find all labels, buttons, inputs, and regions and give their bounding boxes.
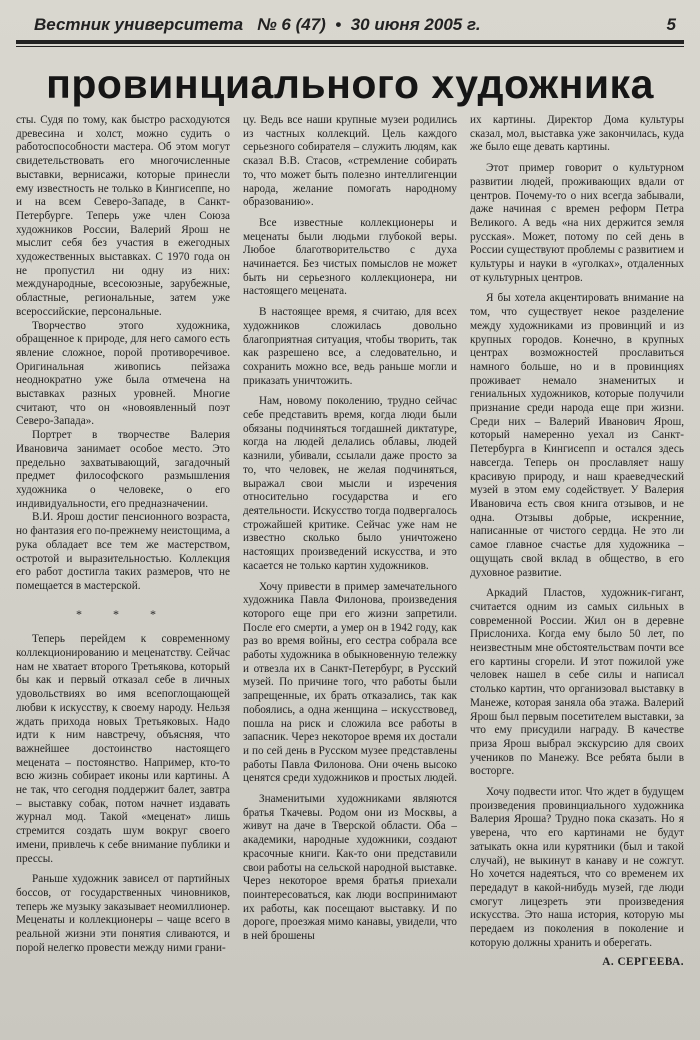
paragraph: Знаменитыми художниками являются братья Ткачевы. Родом они из Москвы, а живут на даче в Тверской области. Оба – академики, народные художники, создают красочные книги. Как-то они представили свои работы на сельской народной выставке. Через некоторое время братья приехали поинтересоваться, как люди воспринимают их работы, как посещают выставку. И по дороге, проезжая мимо канавы, увидели, что в ней брошены	[243, 793, 457, 943]
column-3	[470, 114, 684, 994]
author-signature: А. СЕРГЕЕВА.	[602, 956, 684, 969]
header-rule-thin	[16, 46, 684, 47]
header-bullet: •	[335, 15, 342, 34]
publication-name: Вестник университета	[34, 15, 244, 34]
issue-number: № 6 (47)	[257, 15, 326, 34]
article-body	[16, 114, 684, 994]
paragraph: Аркадий Пластов, художник-гигант, считается одним из самых сильных в современной России. Жил он в деревне Прислониха. Когда ему было 50 лет, по неизвестным мне обстоятельствам почти все его картины сгорели. И этот пожилой уже человек нашел в себе силы и написал столько картин, что организовал выставку в Манеже, которая заняла оба этажа. Валерий Ярош был первым посетителем выставки, за что ему присудили награду. В качестве приза Ярош выбрал экскурсию для своих учеников по Манежу. Все ребята были в восторге.	[470, 587, 684, 778]
paragraph: Я бы хотела акцентировать внимание на том, что существует некое разделение между художниками из провинций и из крупных городов. Конечно, в крупных центрах возможностей прославиться намного больше, но и в провинциях проживает немало знаменитых и гениальных художников, которые получили признание среди народа еще при жизни. Среди них – Валерий Иванович Ярош, который намеренно уехал из Санкт-Петербурга в Кингисепп и остался здесь навсегда. Теперь он прославляет нашу красивую природу, и наш краеведческий музей в этом ему содействует. У Валерия Ивановича есть своя книга отзывов, и не одна. Отзывы добрые, искренние, написанные от чистого сердца. Не это ли самое главное счастье для художника – ощущать свой вклад в общество, в его духовное развитие.	[470, 292, 684, 579]
article-headline: провинциального художника	[46, 61, 654, 107]
issue-date: 30 июня 2005 г.	[350, 15, 481, 34]
column-1	[16, 114, 230, 994]
section-divider: * * *	[76, 606, 170, 621]
paragraph: их картины. Директор Дома культуры сказал, мол, выставка уже закончилась, куда же было еще девать картины.	[470, 114, 684, 154]
paragraph: Все известные коллекционеры и меценаты были людьми глубокой веры. Любое благотворительство с духа начинается. Без чистых помыслов не может быть ни серьезного коллекционера, ни настоящего мецената.	[243, 216, 457, 298]
paragraph: Хочу подвести итог. Что ждет в будущем произведения провинциального художника Валерия Яроша? Трудно пока сказать. Но я уверена, что его картинами не будут затыкать окна или курятники (был и такой случай), не выкинут в канаву и не сожгут. Но хочется надеяться, что со временем их передадут в какой-нибудь музей, где люди смогут лицезреть эти произведения искусства. Это наша история, которую мы передаем из поколения в поколение и которую должны хранить и оберегать.	[470, 786, 684, 949]
header-rule	[16, 40, 684, 44]
paragraph: Этот пример говорит о культурном развитии людей, проживающих вдали от центров. Почему-то о них всегда забывали, даже начиная с времен реформ Петра Великого. А ведь «на них держится земля русская». Может, потому по сей день в России существуют проблемы с развитием и культуры и науки в «уголках», отдаленных от культурных центров.	[470, 162, 684, 284]
header-line	[34, 15, 481, 35]
paragraph: Хочу привести в пример замечательного художника Павла Филонова, произведения которого еще при его жизни запретили. После его смерти, а умер он в 1942 году, как раз во время войны, его сестра собрала все работы художника в обыкновенную тележку и отвезла их в Санкт-Петербург, в Русский музей. По причине того, что работы были запрещенные, их брать отказались, так как побоялись, а одна женщина – искусствовед, пошла на риск и сложила все работы в запасник. Через некоторое время их достали и по сей день в Русском музее представлены работы Павла Филонова. Они очень высоко ценятся среди художников и простых людей.	[243, 580, 457, 785]
column-2	[243, 114, 457, 994]
paragraph: сты. Судя по тому, как быстро расходуются древесина и холст, можно судить о работоспособности мастера. Об этом могут свидетельствовать его многочисленные выставки, вернисажи, которые принесли ему известность не только в Кингисеппе, но и на всем Северо-Западе, в Санкт-Петербурге. Теперь уже член Союза художников России, Валерий Ярош не мыслит себя без участия в ежегодных художественных выставках. С 1970 года он не пропустил ни одну из них: международные, всесоюзные, зарубежные, областные, региональные, затем уже всероссийские, персональные.	[16, 114, 230, 318]
running-header	[16, 14, 684, 36]
paragraph: Нам, новому поколению, трудно сейчас себе представить время, когда люди были обязаны подчиняться тогдашней диктатуре, когда на людей делались облавы, людей казнили, убивали, ссылали даже просто за то, что человек, не желая подчиняться, выражал свои мысли и изречения относительно государства и его деятельности. Искусство тогда подвергалось строжайшей критике. Сейчас уже нам не известно сколько было уничтожено настоящих произведений искусства, и это касается не только картин художников.	[243, 395, 457, 572]
paragraph: Раньше художник зависел от партийных боссов, от государственных чиновников, теперь же музыку заказывает неомиллионер. Меценаты и коллекционеры – чаще всего в реальной жизни эти понятия сливаются, и порой нелегко провести между ними грани-	[16, 873, 230, 954]
page-number: 5	[666, 15, 676, 34]
paragraph: Портрет в творчестве Валерия Ивановича занимает особое место. Это предельно захватывающий, загадочный предмет философского размышления художника о человеке, о его индивидуальности, его предназначении.	[16, 429, 230, 510]
paragraph: В.И. Ярош достиг пенсионного возраста, но фантазия его по-прежнему неистощима, а рука обладает все тем же мастерством, остротой и выразительностью. Коллекция его работ достигла таких размеров, что не помещается в мастерской.	[16, 511, 230, 592]
paragraph: Творчество этого художника, обращенное к природе, для него самого есть явление сложное, порой противоречивое. Оригинальная живопись пейзажа неоднократно уже была отмечена на выставках разных уровней. Многие считают, что он «новоявленный поэт Северо-Запада».	[16, 319, 230, 428]
paragraph: цу. Ведь все наши крупные музеи родились из частных коллекций. Цель каждого серьезного собирателя – служить людям, как сказал В.В. Стасов, «стремление собирать то, что может быть полезно интеллигенции народа, желание помогать народному образованию».	[243, 114, 457, 209]
paragraph: В настоящее время, я считаю, для всех художников сложилась довольно благоприятная ситуация, чтобы творить, так как разрешено все, а следовательно, и сохранить можно все, ведь раньше могли и приказать уничтожить.	[243, 306, 457, 387]
paragraph: Теперь перейдем к современному коллекционированию и меценатству. Сейчас нам не хватает второго Третьякова, который бы как и первый отказал себе в личных удовольствиях во имя всепоглощающей любви к искусству, к своему народу. Нельзя ждать прихода новых Третьяковых. Надо идти к ним навстречу, объясняя, что важнейшее достоинство настоящего мецената – постоянство. Например, кто-то всю жизнь собирает иконы или картины. А не так, что сегодня поддержит балет, завтра – выставку собак, потом начнет издавать журнал мод. Такой «меценат» лишь стремится создать шум вокруг своего имени, привлечь к себе внимание публики и прессы.	[16, 633, 230, 865]
